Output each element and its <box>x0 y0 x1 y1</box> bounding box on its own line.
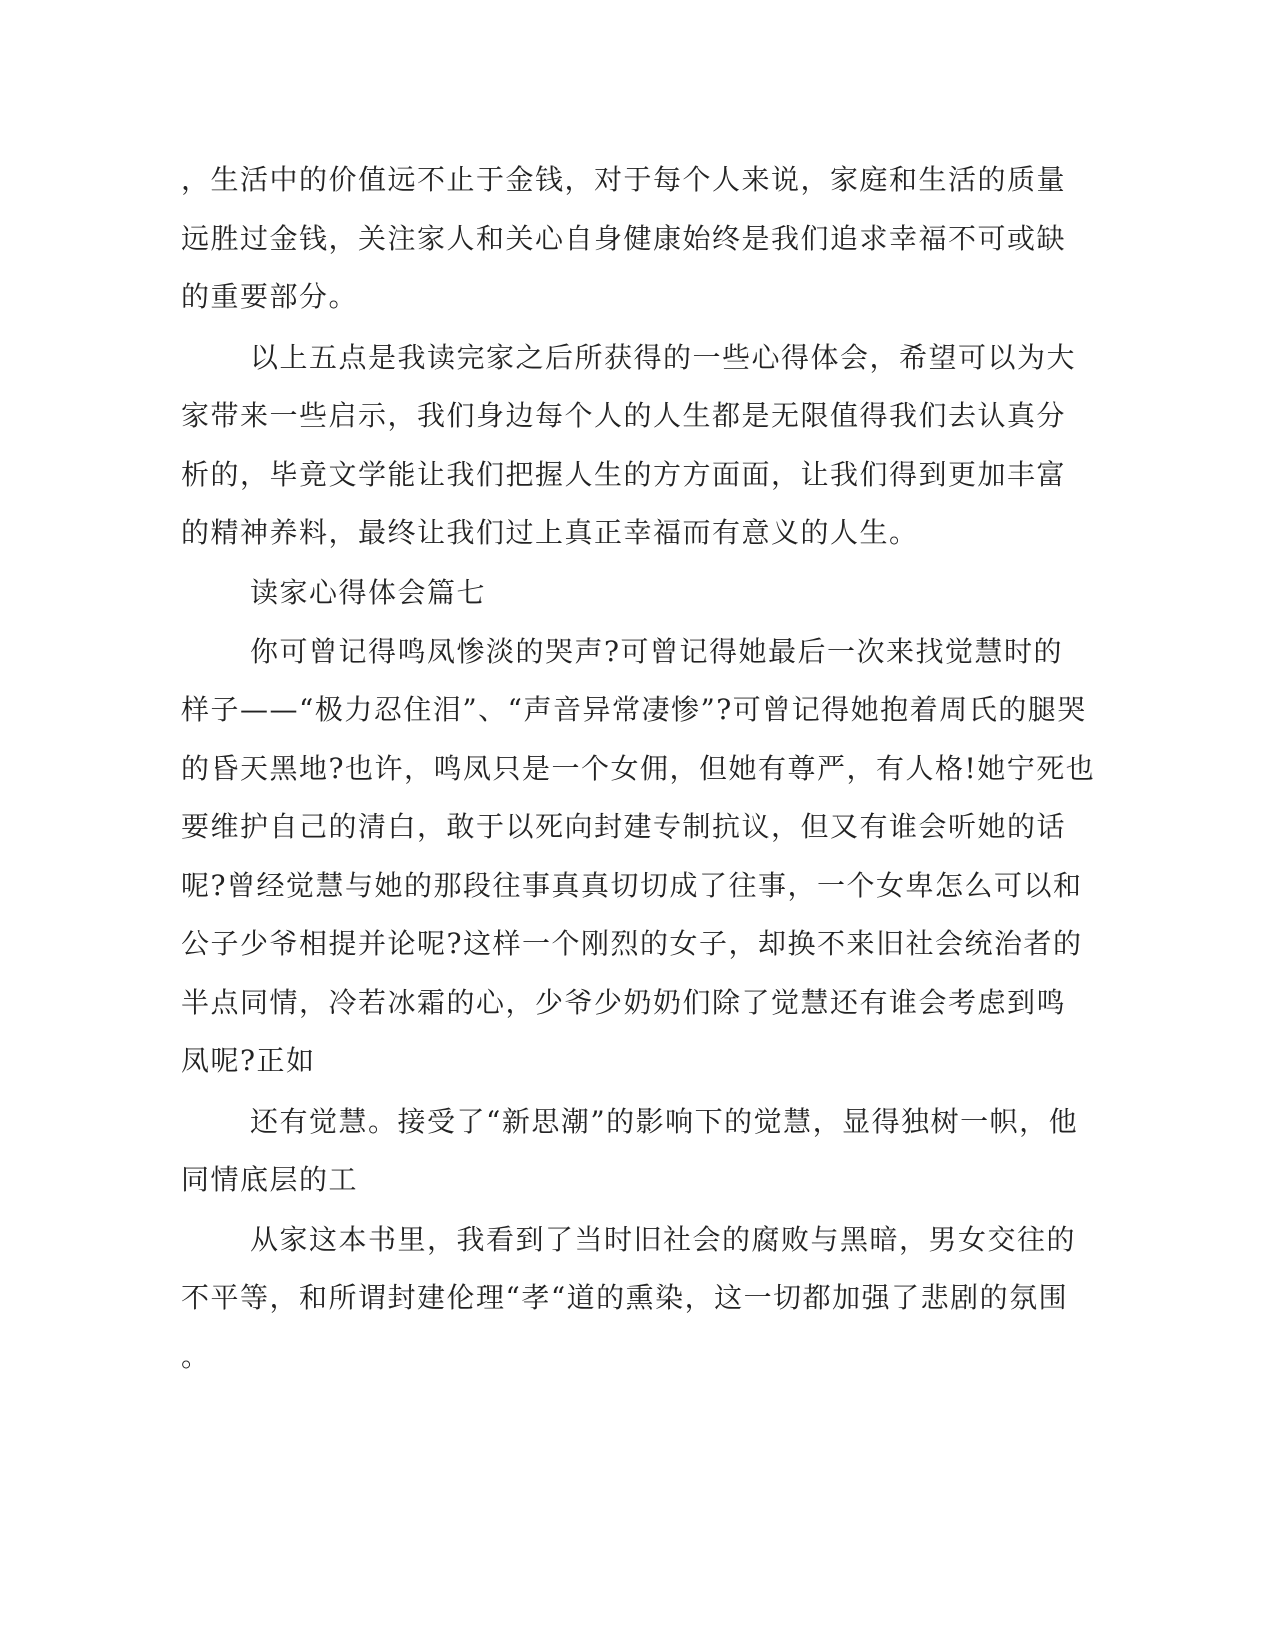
text-line: 以上五点是我读完家之后所获得的一些心得体会，希望可以为大 <box>250 341 1077 374</box>
section-heading: 读家心得体会篇七 <box>250 576 487 609</box>
text-line: 要维护自己的清白，敢于以死向封建专制抗议，但又有谁会听她的话 <box>181 810 1067 843</box>
text-line: 样子——“极力忍住泪”、“声音异常凄惨”?可曾记得她抱着周氏的腿哭 <box>181 693 1087 726</box>
text-line: ，生活中的价值远不止于金钱，对于每个人来说，家庭和生活的质量 <box>181 163 1067 196</box>
text-line: 家带来一些启示，我们身边每个人的人生都是无限值得我们去认真分 <box>181 399 1067 432</box>
text-line: 的昏天黑地?也许，鸣凤只是一个女佣，但她有尊严，有人格!她宁死也 <box>181 752 1096 785</box>
text-line: 从家这本书里，我看到了当时旧社会的腐败与黑暗，男女交往的 <box>250 1223 1077 1256</box>
text-line: 凤呢?正如 <box>181 1044 316 1077</box>
text-line: 半点同情，冷若冰霜的心，少爷少奶奶们除了觉慧还有谁会考虑到鸣 <box>181 986 1067 1019</box>
text-line: 同情底层的工 <box>181 1163 359 1196</box>
text-line: 你可曾记得鸣凤惨淡的哭声?可曾记得她最后一次来找觉慧时的 <box>250 635 1064 668</box>
text-line: 远胜过金钱，关注家人和关心自身健康始终是我们追求幸福不可或缺 <box>181 222 1067 255</box>
text-line: 还有觉慧。接受了“新思潮”的影响下的觉慧，显得独树一帜，他 <box>250 1105 1079 1138</box>
text-line: 的重要部分。 <box>181 280 359 313</box>
text-line: 析的，毕竟文学能让我们把握人生的方方面面，让我们得到更加丰富 <box>181 458 1067 491</box>
text-line: 的精神养料，最终让我们过上真正幸福而有意义的人生。 <box>181 516 919 549</box>
text-line: 公子少爷相提并论呢?这样一个刚烈的女子，却换不来旧社会统治者的 <box>181 927 1083 960</box>
text-line: 不平等，和所谓封建伦理“孝“道的熏染，这一切都加强了悲剧的氛围 <box>181 1281 1069 1314</box>
text-line: 。 <box>181 1340 211 1373</box>
text-line: 呢?曾经觉慧与她的那段往事真真切切成了往事，一个女卑怎么可以和 <box>181 869 1083 902</box>
